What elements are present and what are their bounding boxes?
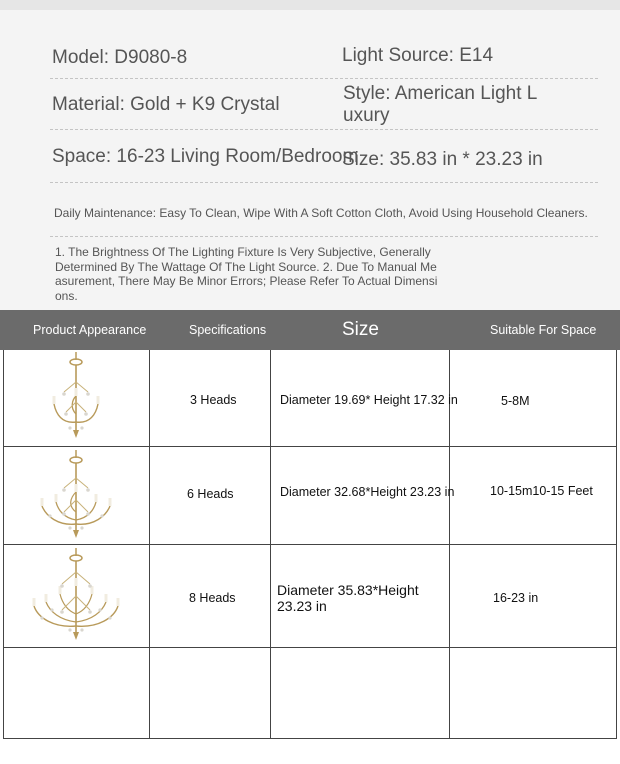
spec-cell: 8 Heads bbox=[189, 591, 236, 605]
table-border-bottom bbox=[3, 738, 617, 739]
table-row-divider bbox=[3, 647, 617, 648]
spec-cell: 3 Heads bbox=[190, 393, 237, 407]
divider bbox=[50, 78, 598, 79]
chandelier-8-heads-image bbox=[28, 548, 124, 644]
spec-material: Material: Gold + K9 Crystal bbox=[52, 94, 280, 115]
space-cell: 10-15m10-15 Feet bbox=[490, 484, 593, 498]
size-cell: Diameter 32.68*Height 23.23 in bbox=[280, 485, 455, 499]
space-cell: 16-23 in bbox=[493, 591, 539, 605]
table-row-divider bbox=[3, 544, 617, 545]
note-text: 1. The Brightness Of The Lighting Fixture Is Very Subjective, Generally Determined By The Wattage Of The Light Source. 2. Due To Manual Me asurement, There May Be Minor Errors; Please Refer To Actual Dimensi ons. bbox=[55, 245, 438, 303]
size-cell: Diameter 19.69* Height 17.32 in bbox=[280, 393, 458, 407]
header-specifications: Specifications bbox=[189, 323, 267, 337]
spec-light-source: Light Source: E14 bbox=[342, 45, 494, 66]
header-size: Size bbox=[342, 319, 379, 340]
space-cell: 5-8M bbox=[501, 394, 530, 408]
spec-space: Space: 16-23 Living Room/Bedroom bbox=[52, 146, 359, 167]
header-suitable-space: Suitable For Space bbox=[490, 323, 597, 337]
divider bbox=[50, 182, 598, 183]
size-cell: Diameter 35.83*Height 23.23 in bbox=[277, 582, 419, 614]
maintenance-text: Daily Maintenance: Easy To Clean, Wipe With A Soft Cotton Cloth, Avoid Using Household Cleaners. bbox=[54, 206, 588, 220]
top-strip bbox=[0, 0, 620, 10]
spec-style: Style: American Light L uxury bbox=[343, 83, 537, 126]
divider bbox=[50, 129, 598, 130]
table-row-divider bbox=[3, 446, 617, 447]
chandelier-6-heads-image bbox=[34, 450, 118, 542]
spec-size: Size: 35.83 in * 23.23 in bbox=[342, 149, 543, 170]
header-product-appearance: Product Appearance bbox=[33, 323, 147, 337]
chandelier-3-heads-image bbox=[40, 352, 112, 444]
spec-cell: 6 Heads bbox=[187, 487, 234, 501]
table-header bbox=[0, 310, 620, 350]
divider bbox=[50, 236, 598, 237]
spec-model: Model: D9080-8 bbox=[52, 47, 188, 68]
